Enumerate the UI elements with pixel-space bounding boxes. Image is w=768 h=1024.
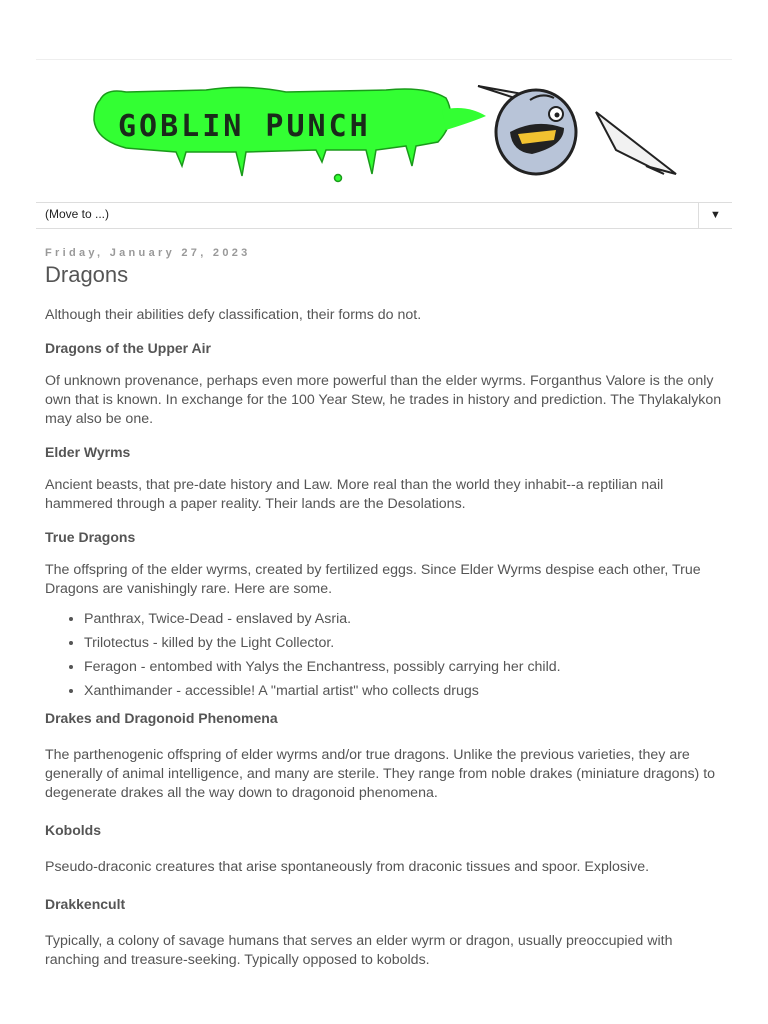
nav-select-value: (Move to ...) [45, 207, 110, 221]
section-heading: Kobolds [45, 822, 101, 838]
blog-header-logo[interactable] [86, 70, 686, 185]
section-text: Ancient beasts, that pre-date history and Law. More real than the world they inhabit--a reptilian nail hammered through a paper reality. Their lands are the Desolations. [45, 477, 664, 512]
section-text: Of unknown provenance, perhaps even more powerful than the elder wyrms. Forganthus Valore is the only own that is known. In exchange for the 100 Year Stew, he trades in history and prediction. The Thylakalykon may also be one. [45, 373, 722, 427]
true-dragons-list [45, 607, 725, 703]
section-text: Typically, a colony of savage humans that serves an elder wyrm or dragon, usually preoccupied with ranching and treasure-seeking. Typically opposed to kobolds. [45, 933, 673, 968]
section-heading: Drakes and Dragonoid Phenomena [45, 710, 278, 726]
section-heading: Elder Wyrms [45, 444, 131, 460]
post-body [45, 306, 725, 970]
page-nav-select[interactable] [36, 202, 732, 229]
post-date: Friday, January 27, 2023 [45, 247, 251, 259]
post-intro: Although their abilities defy classification, their forms do not. [45, 307, 422, 323]
section-text: The parthenogenic offspring of elder wyrms and/or true dragons. Unlike the previous varieties, they are generally of animal intelligence, and many are sterile. They range from noble drakes (miniature dragons) to degenerate drakes all the way down to dragonoid phenomena. [45, 747, 716, 801]
list-item: • Trilotectus - killed by the Light Collector. [84, 631, 725, 655]
list-item: • Panthrax, Twice-Dead - enslaved by Asria. [84, 607, 725, 631]
section-heading: Dragons of the Upper Air [45, 340, 211, 356]
chevron-down-icon[interactable]: ▼ [698, 203, 732, 228]
list-item: • Xanthimander - accessible! A "martial artist" who collects drugs [84, 679, 725, 703]
svg-text:GOBLIN PUNCH: GOBLIN PUNCH [118, 109, 371, 144]
section-heading: True Dragons [45, 529, 136, 545]
section-text: The offspring of the elder wyrms, created by fertilized eggs. Since Elder Wyrms despise each other, True Dragons are vanishingly rare. Here are some. [45, 562, 701, 597]
post-title[interactable]: Dragons [45, 262, 129, 287]
section-heading: Drakkencult [45, 896, 126, 912]
blog-post [45, 247, 725, 984]
top-divider [36, 59, 732, 60]
list-item: • Feragon - entombed with Yalys the Enchantress, possibly carrying her child. [84, 655, 725, 679]
goblin-punch-logo-image [86, 70, 686, 185]
section-text: Pseudo-draconic creatures that arise spontaneously from draconic tissues and spoor. Explosive. [45, 859, 650, 875]
